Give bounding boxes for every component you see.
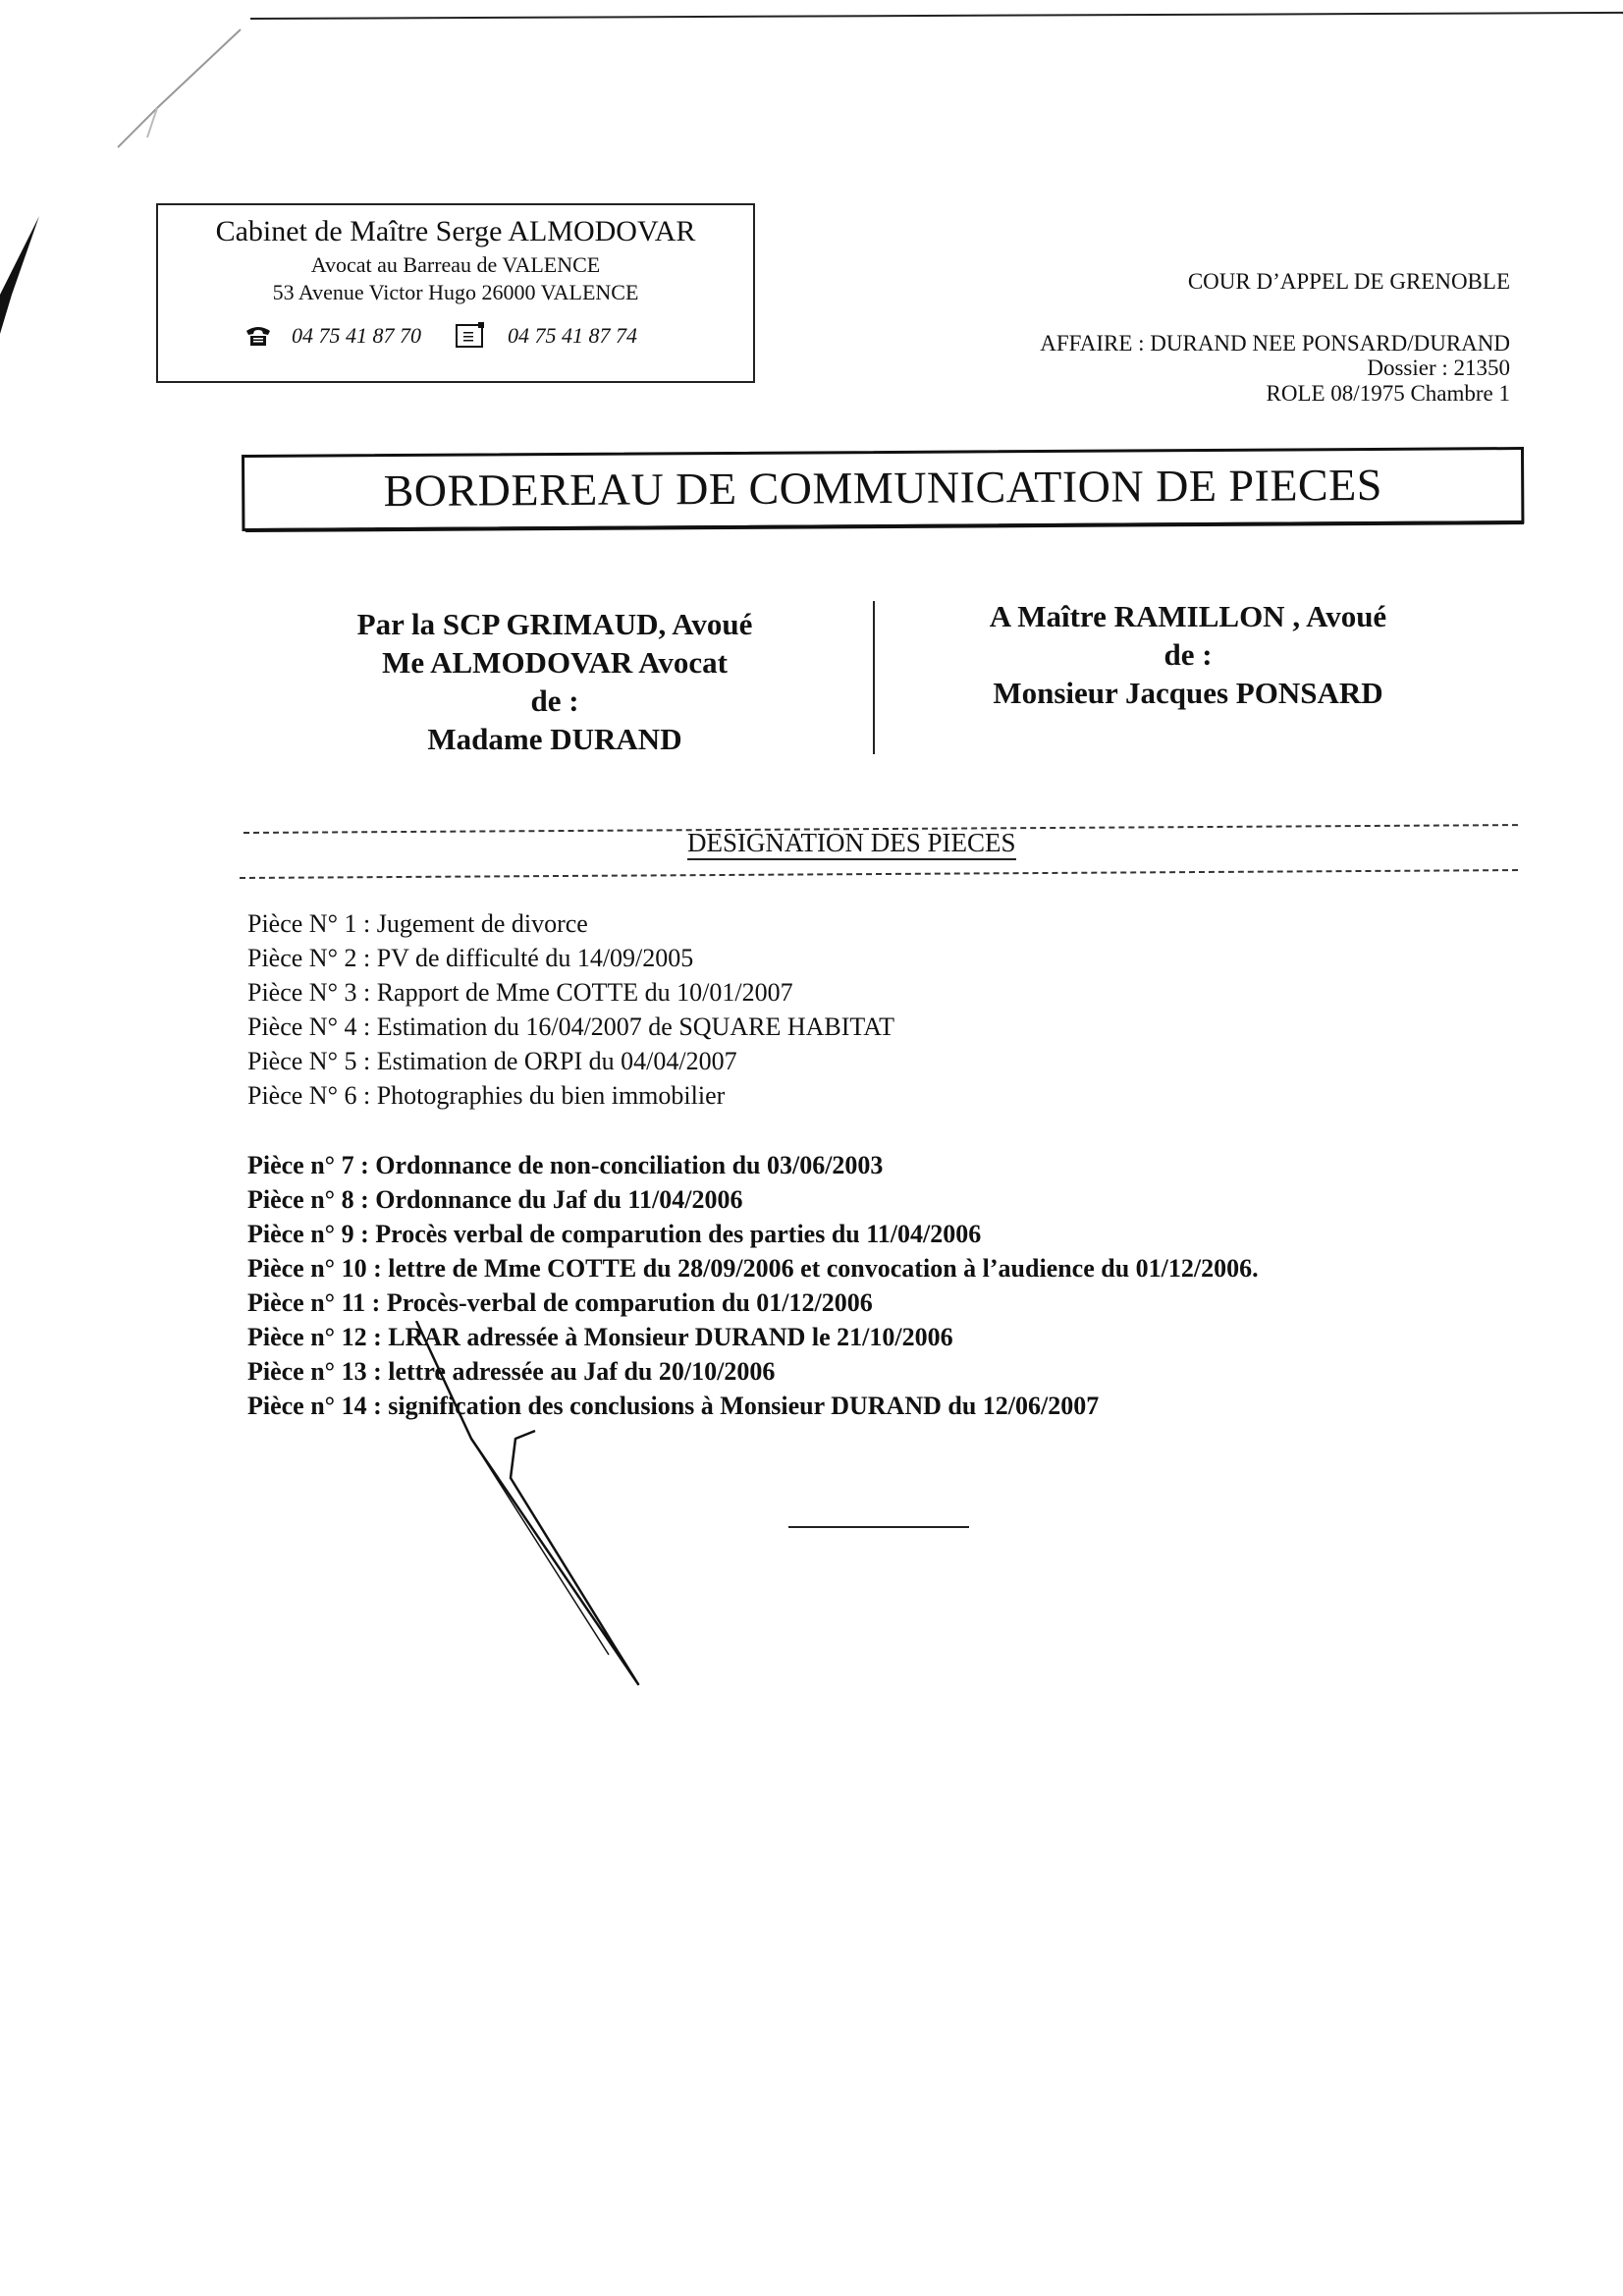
- piece-text: Estimation de ORPI du 04/04/2007: [376, 1047, 737, 1075]
- letterhead-box: [156, 203, 755, 383]
- piece-text: Procès verbal de comparution des parties du 11/04/2006: [375, 1220, 982, 1248]
- list-item: [247, 1392, 1099, 1421]
- role-number: ROLE 08/1975 Chambre 1: [1266, 381, 1510, 406]
- piece-text: Ordonnance de non-conciliation du 03/06/2003: [375, 1151, 884, 1179]
- list-item: [247, 1254, 1259, 1284]
- telephone-icon: [244, 325, 272, 347]
- to-party-line: Monsieur Jacques PONSARD: [993, 676, 1383, 710]
- scan-edge-line: [250, 12, 1623, 20]
- from-party-line: Me ALMODOVAR Avocat: [382, 645, 728, 680]
- court-name: COUR D’APPEL DE GRENOBLE: [1187, 269, 1510, 294]
- list-item: [247, 1185, 742, 1215]
- list-item: [247, 1151, 883, 1180]
- piece-label: Pièce N° 6 :: [247, 1081, 371, 1110]
- piece-text: lettre adressée au Jaf du 20/10/2006: [388, 1357, 776, 1386]
- closing-rule: [788, 1526, 969, 1528]
- piece-label: Pièce N° 1 :: [247, 909, 371, 938]
- fax-icon: [455, 321, 486, 349]
- from-party-line: de :: [530, 683, 579, 718]
- piece-text: PV de difficulté du 14/09/2005: [376, 944, 694, 972]
- piece-label: Pièce N° 3 :: [247, 978, 371, 1007]
- dashed-separator: [240, 869, 1518, 879]
- piece-text: lettre de Mme COTTE du 28/09/2006 et convocation à l’audience du 01/12/2006.: [388, 1254, 1259, 1283]
- list-item: [247, 978, 793, 1008]
- to-party: [928, 597, 1448, 712]
- firm-subtitle: Avocat au Barreau de VALENCE: [310, 252, 601, 277]
- designation-title: DESIGNATION DES PIECES: [687, 827, 1016, 860]
- piece-text: signification des conclusions à Monsieur DURAND du 12/06/2007: [388, 1392, 1100, 1420]
- from-party: [295, 605, 815, 758]
- piece-label: Pièce N° 5 :: [247, 1047, 371, 1075]
- piece-text: Procès-verbal de comparution du 01/12/2006: [386, 1288, 873, 1317]
- list-item: [247, 944, 693, 973]
- case-affair: AFFAIRE : DURAND NEE PONSARD/DURAND: [1040, 331, 1510, 355]
- piece-label: Pièce n° 9 :: [247, 1220, 369, 1248]
- firm-name: Cabinet de Maître Serge ALMODOVAR: [215, 215, 696, 247]
- piece-label: Pièce N° 4 :: [247, 1012, 371, 1041]
- list-item: [247, 1047, 737, 1076]
- dossier-number: Dossier : 21350: [1367, 355, 1510, 380]
- piece-label: Pièce n° 10 :: [247, 1254, 382, 1283]
- piece-text: Rapport de Mme COTTE du 10/01/2007: [376, 978, 793, 1007]
- list-item: [247, 909, 588, 939]
- piece-label: Pièce n° 7 :: [247, 1151, 369, 1179]
- list-item: [247, 1081, 725, 1111]
- contact-row: [244, 319, 755, 353]
- signature-mark: [412, 1321, 668, 1694]
- piece-text: Jugement de divorce: [376, 909, 588, 938]
- piece-text: LRAR adressée à Monsieur DURAND le 21/10/2006: [388, 1323, 953, 1351]
- piece-label: Pièce n° 8 :: [247, 1185, 369, 1214]
- piece-label: Pièce n° 14 :: [247, 1392, 382, 1420]
- piece-label: Pièce N° 2 :: [247, 944, 371, 972]
- phone-number: 04 75 41 87 70: [292, 323, 421, 348]
- to-party-line: de :: [1163, 637, 1213, 672]
- firm-address: 53 Avenue Victor Hugo 26000 VALENCE: [272, 280, 639, 304]
- piece-label: Pièce n° 11 :: [247, 1288, 381, 1317]
- piece-label: Pièce n° 12 :: [247, 1323, 382, 1351]
- piece-text: Photographies du bien immobilier: [376, 1081, 726, 1110]
- document-title: BORDEREAU DE COMMUNICATION DE PIECES: [383, 459, 1382, 517]
- fax-number: 04 75 41 87 74: [508, 323, 637, 348]
- list-item: [247, 1288, 873, 1318]
- from-party-line: Par la SCP GRIMAUD, Avoué: [356, 607, 753, 641]
- title-box: [242, 447, 1524, 531]
- list-item: [247, 1220, 981, 1249]
- piece-text: Estimation du 16/04/2007 de SQUARE HABITAT: [376, 1012, 894, 1041]
- to-party-line: A Maître RAMILLON , Avoué: [989, 599, 1387, 633]
- from-party-line: Madame DURAND: [427, 722, 682, 756]
- piece-text: Ordonnance du Jaf du 11/04/2006: [375, 1185, 743, 1214]
- list-item: [247, 1012, 894, 1042]
- piece-label: Pièce n° 13 :: [247, 1357, 382, 1386]
- party-divider: [873, 601, 875, 754]
